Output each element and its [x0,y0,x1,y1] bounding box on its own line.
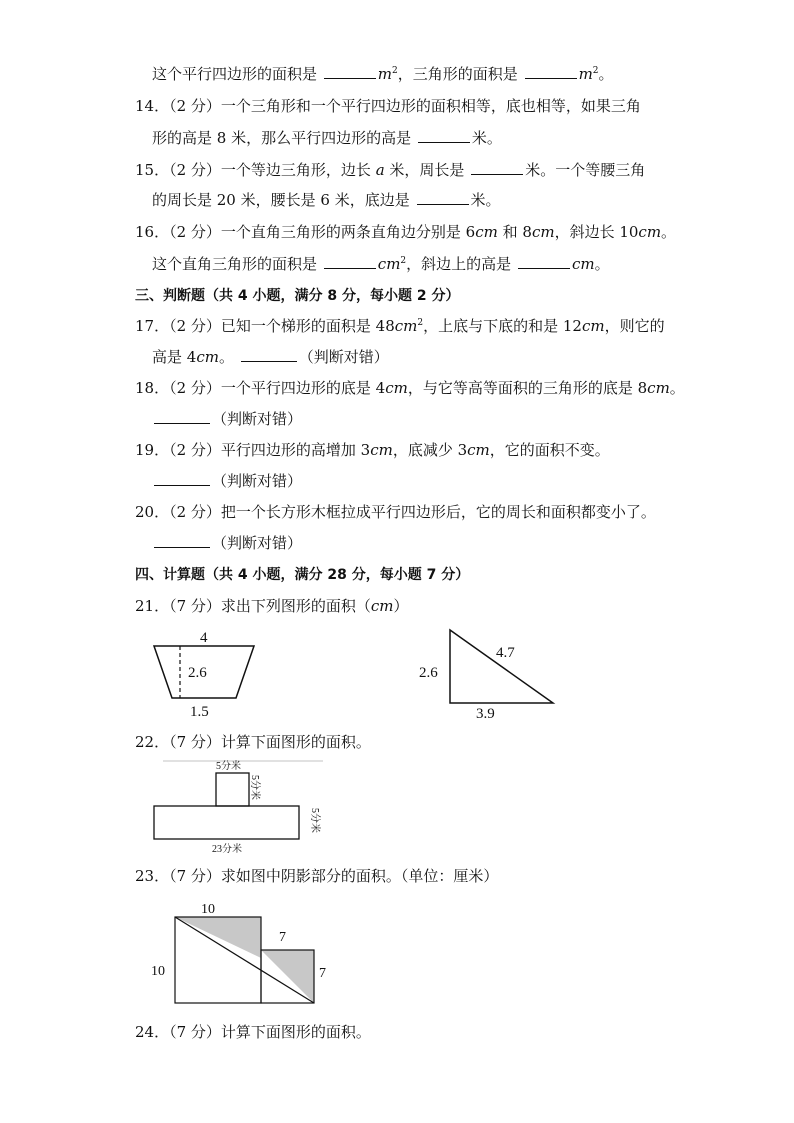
q16-text: ，斜边长 10 [554,223,639,241]
q20-line1: 20．（2 分）把一个长方形木框拉成平行四边形后，它的周长和面积都变小了。 [135,503,656,521]
shaded-region-right [261,950,314,1003]
answer-blank[interactable] [518,254,570,269]
variable: a [375,161,385,179]
unit: cm [370,441,393,459]
q16-text: 和 8 [502,223,532,241]
q18-line2 [152,409,302,429]
q17-line1: 17．（2 分）已知一个梯形的面积是 $48cm^2$，上底与下底的和是 12cm，则它的 [135,317,665,335]
answer-blank[interactable] [525,64,577,79]
bottom-rectangle [154,806,299,839]
rectangle-bottom-label: 23分米 [212,844,242,855]
answer-blank[interactable] [241,347,297,362]
q17-text: 高是 4 [152,348,197,366]
q21-line [135,596,409,616]
unit: cm [571,255,595,273]
unit: cm [531,223,555,241]
triangle-shape [450,630,553,703]
q17-text: ，上底与下底的和是 12 [423,317,582,335]
trapezoid-height-label: 2.6 [188,665,207,681]
q18-text: ，与它等高等面积的三角形的底是 8 [407,379,648,397]
triangle-left-label: 2.6 [419,665,438,681]
square-side-label: 5分米 [249,775,260,800]
q15-text: 米。 [470,191,501,209]
q23-line: 23．（7 分）求如图中阴影部分的面积。（单位：厘米） [135,867,499,885]
q15-line1 [135,160,645,180]
q17-text: 17．（2 分）已知一个梯形的面积是 48 [135,317,395,335]
q17-line2 [152,347,389,367]
punct: 。 [594,255,610,273]
judge-hint: （判断对错） [212,410,303,428]
q22-line: 22．（7 分）计算下面图形的面积。 [135,733,371,751]
unit: cm [385,379,408,397]
triangle-hyp-label: 4.7 [496,645,515,661]
q20-line2 [152,533,302,553]
shaded-triangle-top [175,917,261,958]
unit: cm [377,255,401,273]
q21-text: 21．（7 分）求出下列图形的面积（ [135,597,371,615]
q15-line2 [152,190,501,210]
q14-line1: 14．（2 分）一个三角形和一个平行四边形的面积相等，底也相等，如果三角 [135,97,641,115]
answer-blank[interactable] [418,128,470,143]
unit: cm [581,317,605,335]
q17-text: ，则它的 [604,317,665,335]
trapezoid-figure [148,625,268,720]
big-square-top-label: 10 [201,902,215,917]
unit: m [377,65,393,83]
rectangle-height-label: 5分米 [309,808,320,833]
q14-text: 米。 [471,129,502,147]
judge-hint: （判断对错） [298,348,389,366]
q19-text: ，它的面积不变。 [489,441,610,459]
section-heading-judgement: 三、判断题（共 4 小题，满分 8 分，每小题 2 分） [135,288,460,304]
q16-line2: 这个直角三角形的面积是 $cm^2$，斜边上的高是 cm。 [152,255,610,273]
punct: 。 [669,379,685,397]
top-square-label: 5分米 [216,761,241,772]
small-square-top-label: 7 [279,930,286,945]
small-square-right-label: 7 [319,966,326,981]
q15-text: 15．（2 分）一个等边三角形，边长 [135,161,371,179]
q19-line2 [152,471,302,491]
q19-line1 [135,440,610,460]
answer-blank[interactable] [154,471,210,486]
unit: cm [475,223,498,241]
unit: cm [638,223,662,241]
q16-text: 这个直角三角形的面积是 [152,255,318,273]
q15-text: 的周长是 20 米，腰长是 6 米，底边是 [152,191,410,209]
answer-blank[interactable] [417,190,469,205]
q19-text: 19．（2 分）平行四边形的高增加 3 [135,441,371,459]
unit: m [578,65,593,83]
judge-hint: （判断对错） [212,534,303,552]
unit: cm [370,597,394,615]
right-triangle-figure [416,626,566,721]
answer-blank[interactable] [324,254,376,269]
q13-area-line: 这个平行四边形的面积是 $m^2$，三角形的面积是 $m^2$。 [152,65,614,83]
q23-figure [148,895,338,1010]
section-heading-calculation: 四、计算题（共 4 小题，满分 28 分，每小题 7 分） [135,567,470,583]
unit: cm [647,379,670,397]
top-square [216,773,249,806]
unit: cm [196,348,219,366]
q16-text: 16．（2 分）一个直角三角形的两条直角边分别是 6 [135,223,476,241]
answer-blank[interactable] [324,64,376,79]
q15-text: 米，周长是 [389,161,465,179]
punct: ） [393,597,409,615]
answer-blank[interactable] [154,533,210,548]
judge-hint: （判断对错） [212,472,303,490]
trapezoid-top-label: 4 [200,630,208,646]
punct: 。 [598,65,614,83]
q16-text: ，斜边上的高是 [406,255,512,273]
q19-text: ，底减少 3 [392,441,468,459]
q15-text: 米。一个等腰三角 [525,161,646,179]
q16-line1 [135,222,676,242]
q22-figure [148,757,338,855]
q13-text: 这个平行四边形的面积是 [152,65,318,83]
punct: 。 [218,348,234,366]
punct: 。 [661,223,677,241]
trapezoid-bottom-label: 1.5 [190,704,209,720]
triangle-bottom-label: 3.9 [476,706,495,722]
q14-line2 [152,128,502,148]
unit: cm [394,317,418,335]
q24-line: 24．（7 分）计算下面图形的面积。 [135,1023,371,1041]
q14-text: 形的高是 8 米，那么平行四边形的高是 [152,129,412,147]
q18-text: 18．（2 分）一个平行四边形的底是 4 [135,379,386,397]
answer-blank[interactable] [471,160,523,175]
big-square-left-label: 10 [151,964,165,979]
unit: cm [467,441,490,459]
answer-blank[interactable] [154,409,210,424]
q13-text: ，三角形的面积是 [397,65,518,83]
q18-line1 [135,378,685,398]
